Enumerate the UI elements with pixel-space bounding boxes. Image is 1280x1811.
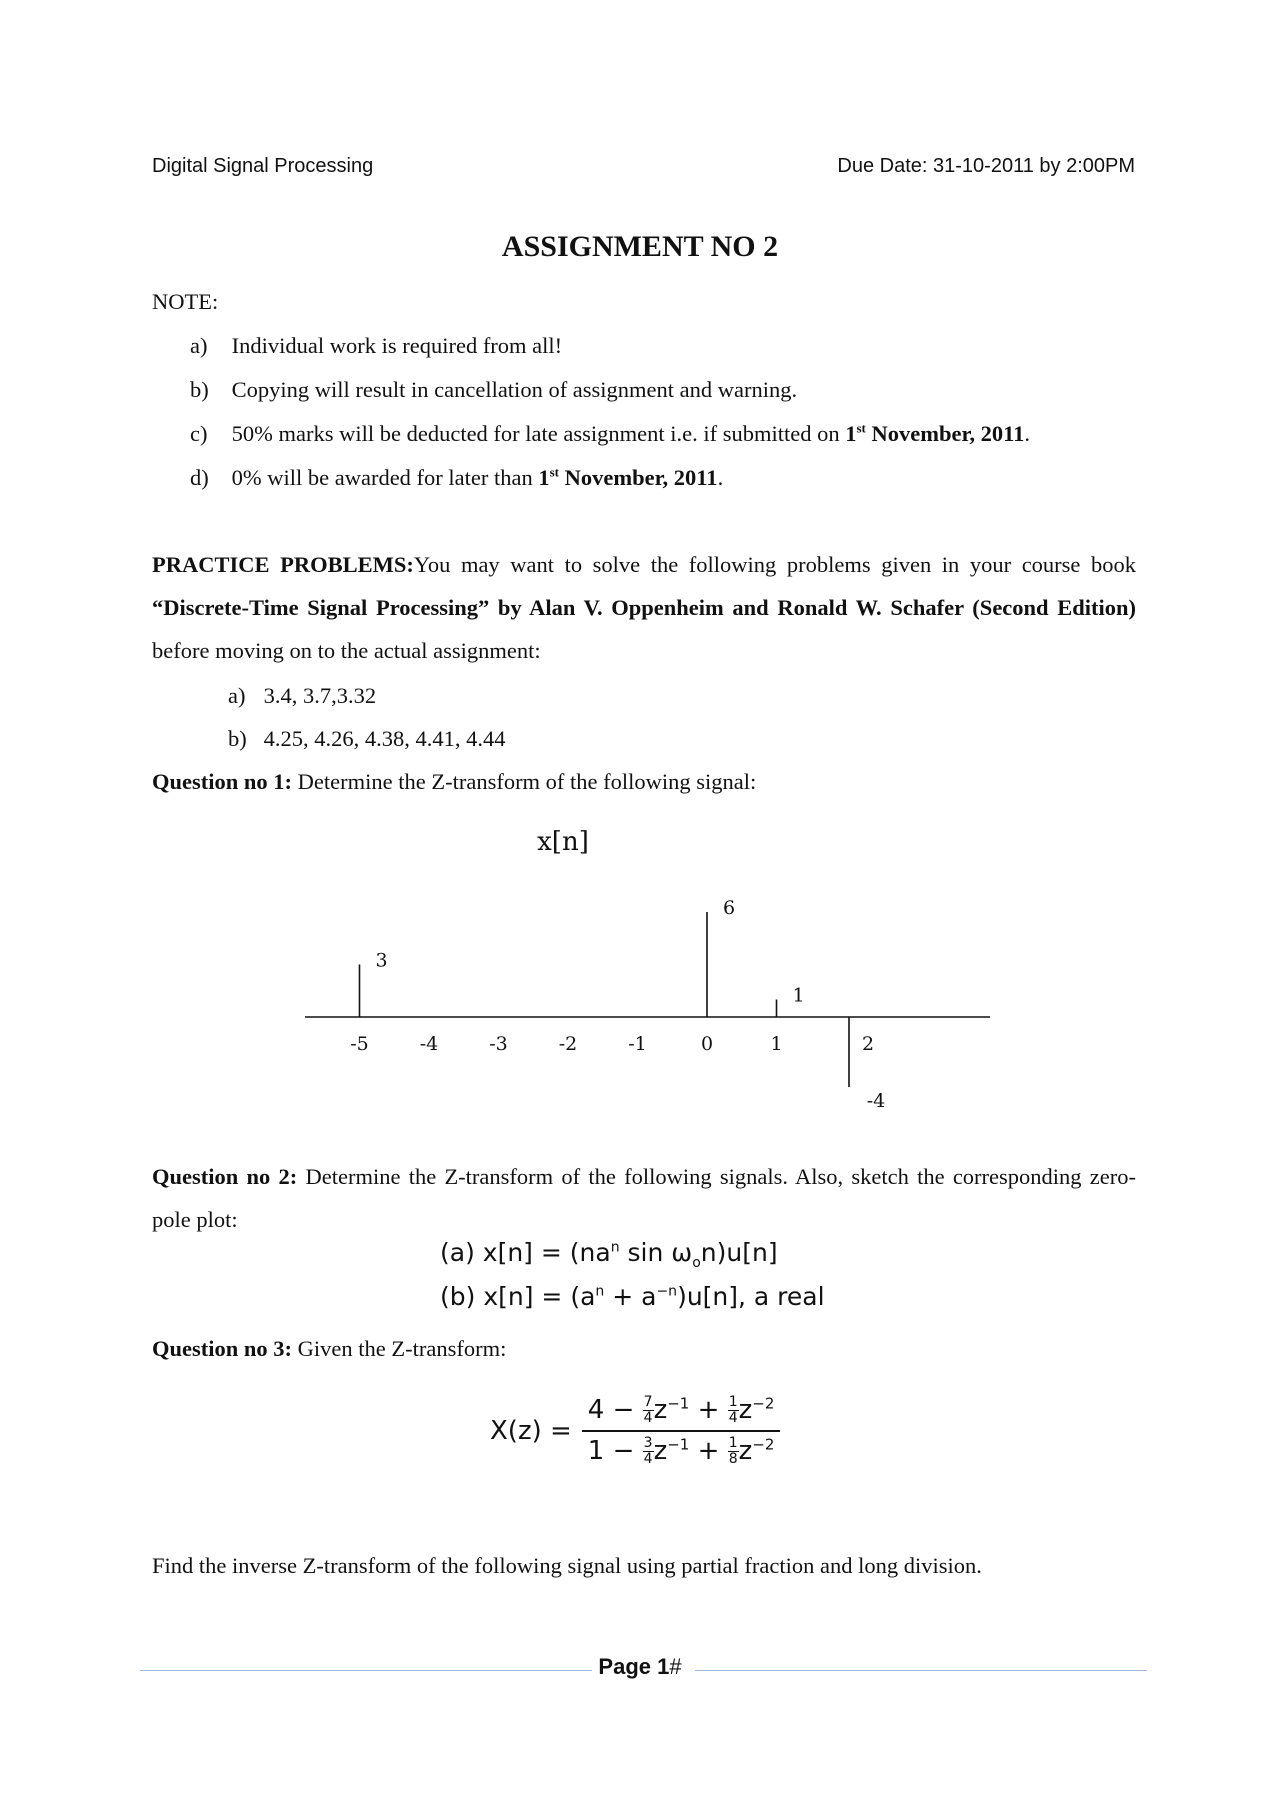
frac-den: 4 [643,1410,653,1426]
question-label: Question no 3: [152,1336,293,1361]
den-exp: −2 [752,1435,775,1454]
note-label: b) [190,377,209,402]
eq-rhs: )u[n] [677,1282,739,1311]
equation-b [440,1282,825,1311]
question-text: Determine the Z-transform of the following signal: [292,769,757,794]
practice-label: a) [228,683,246,708]
tick-label: -5 [350,1033,369,1055]
note-date: November, 2011 [559,465,718,490]
tick-label: 1 [770,1033,783,1055]
eq-mid: + a [604,1282,657,1311]
note-text: Individual work is required from all! [231,333,563,358]
den-term: 1 − [587,1436,635,1466]
practice-label: b) [228,726,247,751]
frac-num: 3 [643,1435,653,1451]
assignment-title: ASSIGNMENT NO 2 [501,230,779,263]
eq-label: (a) [440,1238,475,1267]
question-3-instruction: Find the inverse Z-transform of the following signal using partial fraction and long division. [152,1553,982,1578]
due-date: Due Date: 31-10-2011 by 2:00PM [837,155,1135,177]
tick-label: 0 [700,1033,714,1055]
note-tail: . [1024,421,1031,446]
main-fraction [582,1395,781,1467]
plot-title: x[n] [537,827,589,857]
tick-label: -1 [628,1033,647,1055]
practice-text: 4.25, 4.26, 4.38, 4.41, 4.44 [263,726,506,751]
page-footer [0,1654,1280,1680]
eq-rhs: n)u[n] [700,1238,778,1267]
num-exp: −1 [667,1394,690,1413]
num-exp: −2 [752,1394,775,1413]
eq-sup: n [595,1283,605,1300]
den-frac-1 [643,1436,654,1467]
practice-book: “Discrete-Time Signal Processing” by Alan V. Oppenheim and Ronald W. Schafer (Second Edition) [152,595,1136,620]
stem-value-label: 3 [375,949,388,972]
tick-label: -2 [558,1033,578,1055]
course-name: Digital Signal Processing [152,155,374,177]
question-3 [152,1335,506,1363]
num-var: z [653,1395,668,1425]
frac-num: 1 [728,1435,738,1451]
num-frac-2 [728,1395,739,1426]
note-date-sup: st [549,464,560,480]
tick-label: 2 [861,1033,875,1055]
note-text: Copying will result in cancellation of assignment and warning. [231,377,798,402]
den-frac-2 [728,1436,739,1467]
question-label: Question no 2: [152,1164,298,1189]
note-label: c) [190,421,208,446]
equation-a [440,1238,778,1271]
note-label: a) [190,333,208,358]
frac-num: 1 [728,1394,738,1410]
numerator [582,1395,781,1432]
note-text: 50% marks will be deducted for late assignment i.e. if submitted on [231,421,846,446]
page-hash: # [669,1654,682,1679]
question-label: Question no 1: [152,769,293,794]
denominator [582,1432,781,1467]
question-text: Given the Z-transform: [292,1336,507,1361]
question-text: Determine the Z-transform of the following signals. Also, sketch the corresponding zero-pole plot: [152,1164,1136,1232]
eq-lhs: X(z) = [490,1416,572,1446]
practice-heading: PRACTICE PROBLEMS: [152,552,414,577]
stem-value-label: -4 [866,1090,886,1112]
practice-text-end: before moving on to the actual assignment: [152,638,541,663]
question-2 [152,1155,1136,1241]
eq-sub: o [692,1255,701,1271]
practice-text: 3.4, 3.7,3.32 [263,683,377,708]
frac-den: 4 [643,1451,653,1467]
num-var: z [738,1395,753,1425]
eq-label: (b) [440,1282,476,1311]
note-date-day: 1 [538,465,550,490]
note-date: November, 2011 [865,421,1025,446]
stem-value-label: 1 [792,984,805,1007]
eq-tail: , a real [738,1282,825,1311]
frac-den: 8 [728,1451,738,1467]
eq-lhs: x[n] = (a [483,1282,596,1311]
note-label: d) [190,465,209,490]
note-tail: . [717,465,724,490]
den-op: + [697,1436,720,1466]
tick-label: -4 [419,1033,439,1055]
note-date-sup: st [856,420,866,436]
note-date-day: 1 [845,421,857,446]
eq-sup: −n [656,1283,678,1300]
den-var: z [653,1436,668,1466]
page-number: Page 1 [598,1654,670,1679]
num-op: + [697,1395,720,1425]
den-var: z [738,1436,753,1466]
tick-label: -3 [489,1033,508,1055]
num-frac-1 [643,1395,654,1426]
num-term: 4 − [587,1395,635,1425]
note-text: 0% will be awarded for later than [231,465,539,490]
eq-mid: sin ω [619,1238,693,1267]
frac-den: 4 [728,1410,738,1426]
frac-num: 7 [643,1394,653,1410]
eq-lhs: x[n] = (na [482,1238,611,1267]
note-heading: NOTE: [152,289,219,314]
eq-sup: n [610,1239,620,1256]
z-transform-equation [490,1395,780,1467]
practice-text: You may want to solve the following problems given in your course book [413,552,1136,577]
stem-value-label: 6 [722,897,736,919]
den-exp: −1 [667,1435,690,1454]
